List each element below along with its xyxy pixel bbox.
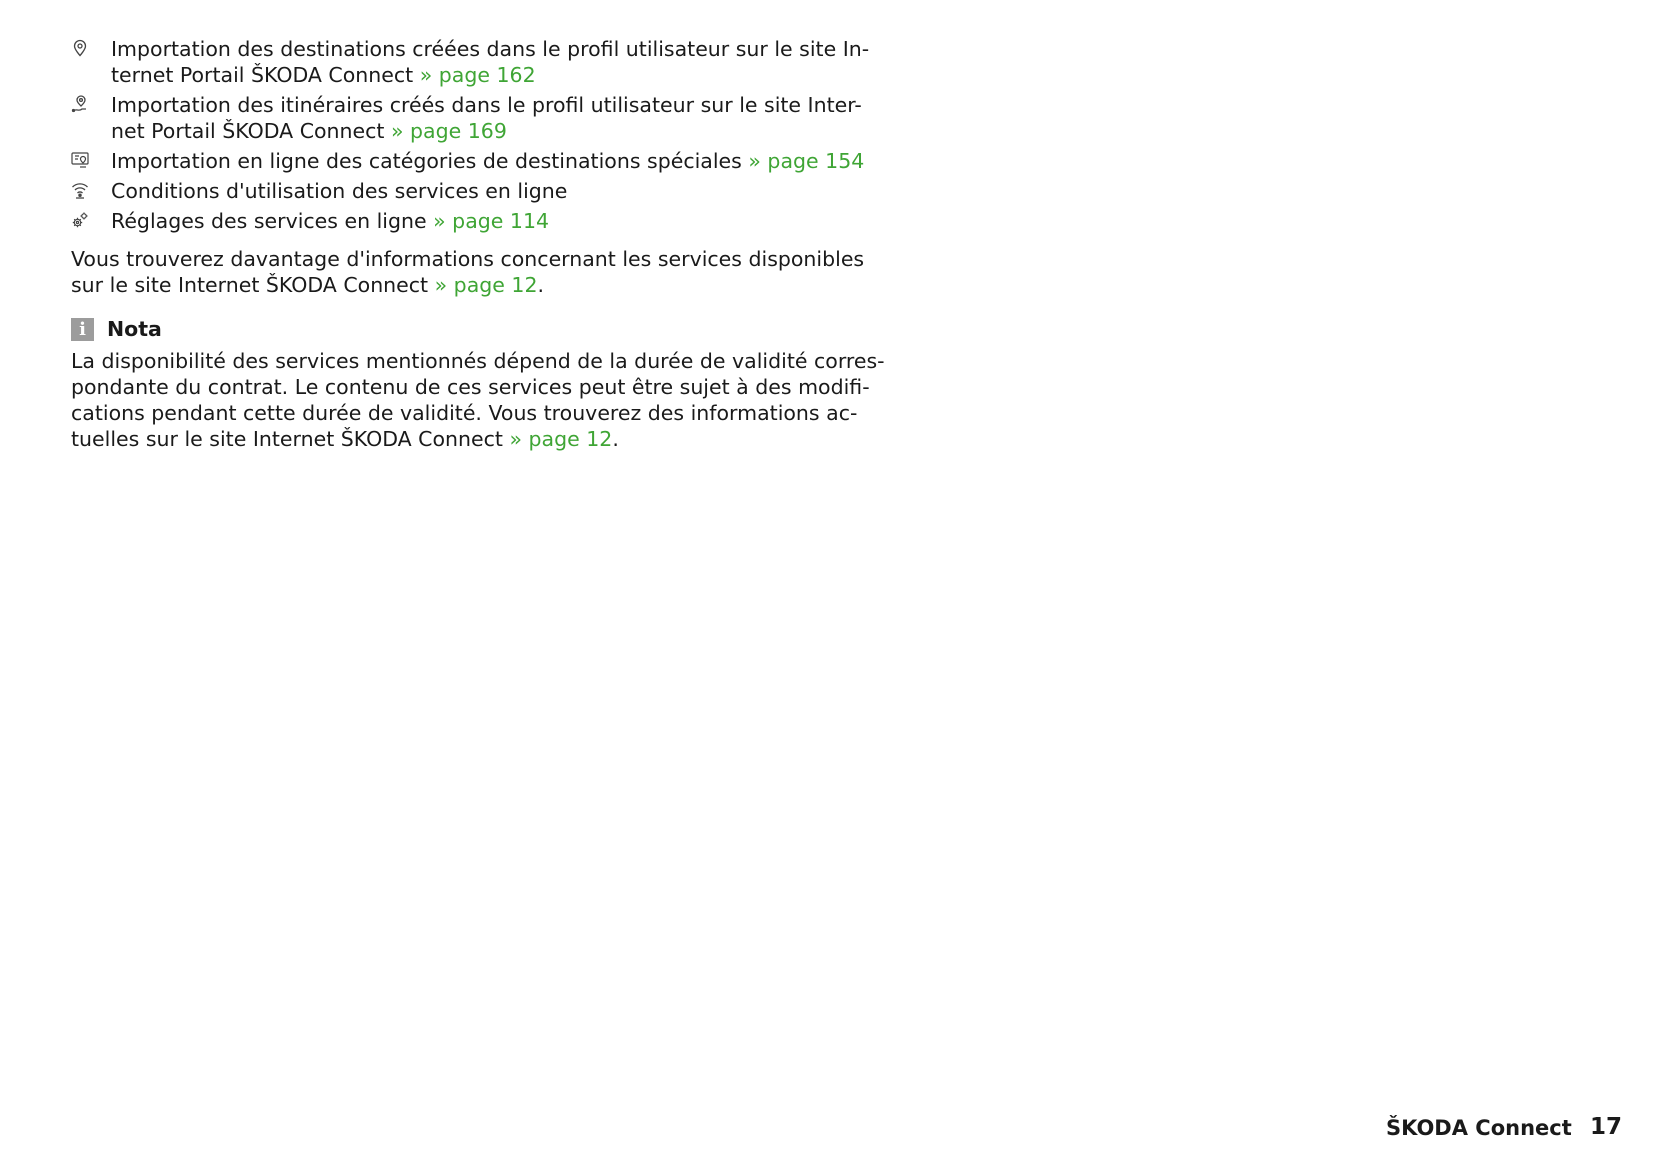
note-line-1: La disponibilité des services mentionnés dépend de la durée de validité corres- [71,349,885,373]
item-text-line-1: Importation des itinéraires créés dans le profil utilisateur sur le site Inter- [111,93,862,117]
note-text: tuelles sur le site Internet ŠKODA Connect [71,427,510,451]
item-text: net Portail ŠKODA Connect [111,119,391,143]
page-link[interactable]: » page 154 [748,149,865,173]
item-text: Réglages des services en ligne [111,209,434,233]
info-paragraph [71,246,865,298]
paragraph-line-2 [71,272,831,298]
gears-icon [71,211,89,229]
note-body [71,348,885,452]
note-line-2: pondante du contrat. Le contenu de ces services peut être sujet à des modifi- [71,375,870,399]
online-signal-icon [71,181,89,199]
page-link[interactable]: » page 12 [509,427,613,451]
poi-category-icon [71,151,89,169]
info-icon: i [71,318,94,341]
list-item [71,208,831,234]
item-text-line-1: Importation des destinations créées dans le profil utilisateur sur le site In- [111,37,870,61]
item-text-line-1 [111,148,865,174]
list-item [71,178,831,204]
item-text-line-1 [111,208,831,234]
note-line-3: cations pendant cette durée de validité. Vous trouverez des informations ac- [71,401,858,425]
item-text-line-1: Conditions d'utilisation des services en ligne [111,179,568,203]
item-text-line-2 [111,118,831,144]
list-item [71,148,865,174]
page-link[interactable]: » page 162 [419,63,536,87]
item-text: ternet Portail ŠKODA Connect [111,63,420,87]
page-link[interactable]: » page 12 [434,273,538,297]
page-link[interactable]: » page 169 [390,119,507,143]
page-number: 17 [1590,1114,1623,1140]
paragraph-end: . [537,273,545,297]
item-text-line-2 [111,62,831,88]
paragraph-text: sur le site Internet ŠKODA Connect [71,273,435,297]
main-column [71,36,885,452]
list-item [71,92,862,144]
paragraph-line-1: Vous trouverez davantage d'informations concernant les services disponibles [71,247,865,271]
footer-section-title: ŠKODA Connect [1386,1116,1572,1140]
note-line-4 [71,426,831,452]
note-heading [71,316,831,342]
item-text: Importation en ligne des catégories de destinations spéciales [111,149,749,173]
route-pin-icon [71,95,89,113]
list-item [71,36,870,88]
page-link[interactable]: » page 114 [433,209,550,233]
map-pin-icon [71,39,89,57]
note-end: . [612,427,619,451]
note-title: Nota [107,317,162,341]
